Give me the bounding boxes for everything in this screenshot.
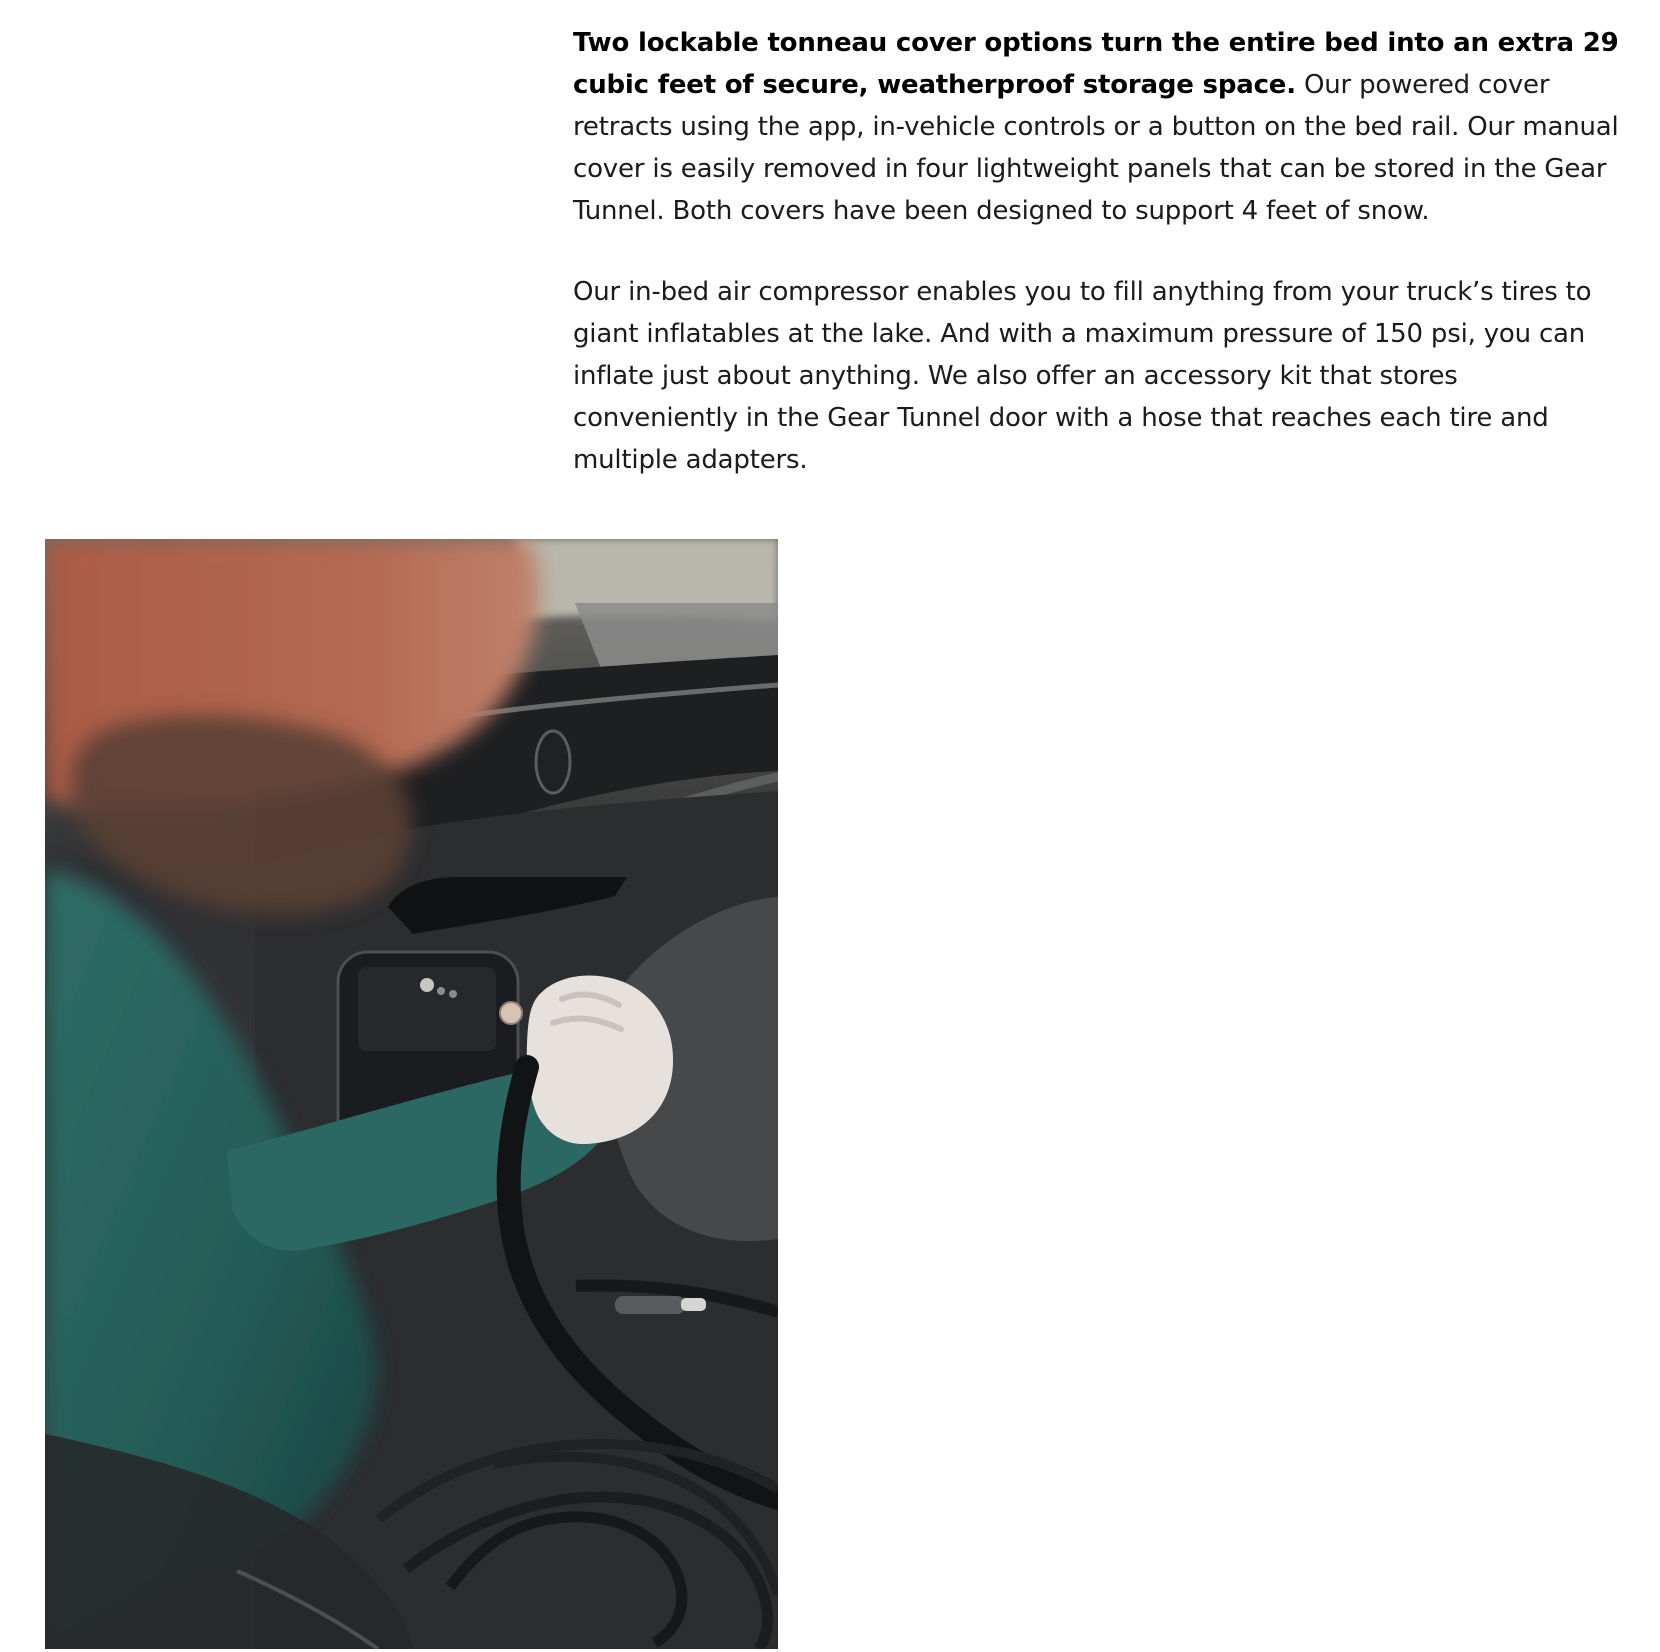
tonneau-cover-paragraph xyxy=(573,22,1623,232)
compressor-port-3 xyxy=(449,990,457,998)
compressor-port-2 xyxy=(437,987,445,995)
feature-copy xyxy=(573,22,1623,481)
air-hose-connector xyxy=(500,1002,522,1024)
hose-coupler-tip xyxy=(681,1298,706,1311)
air-compressor-photo xyxy=(45,539,778,1649)
air-compressor-paragraph: Our in-bed air compressor enables you to fill anything from your truck’s tires to giant inflatables at the lake. And with a maximum pressure of 150 psi, you can inflate just about anything. We also offer an accessory kit that stores conveniently in the Gear Tunnel door with a hose that reaches each tire and multiple adapters. xyxy=(573,277,1592,475)
compressor-port-1 xyxy=(420,978,434,992)
tonneau-cover-body: Our powered cover retracts using the app, in-vehicle controls or a button on the bed rail. Our manual cover is easily removed in four lightweight panels that can be stored in the Gear Tunnel. Both covers have been designed to support 4 feet of snow. xyxy=(573,70,1619,226)
rail-cap xyxy=(536,731,570,793)
air-compressor-illustration xyxy=(45,539,778,1649)
hose-coupler xyxy=(615,1296,685,1314)
tonneau-cover-lead: Two lockable tonneau cover options turn the entire bed into an extra 29 cubic feet of secure, weatherproof storage space. xyxy=(573,28,1619,100)
